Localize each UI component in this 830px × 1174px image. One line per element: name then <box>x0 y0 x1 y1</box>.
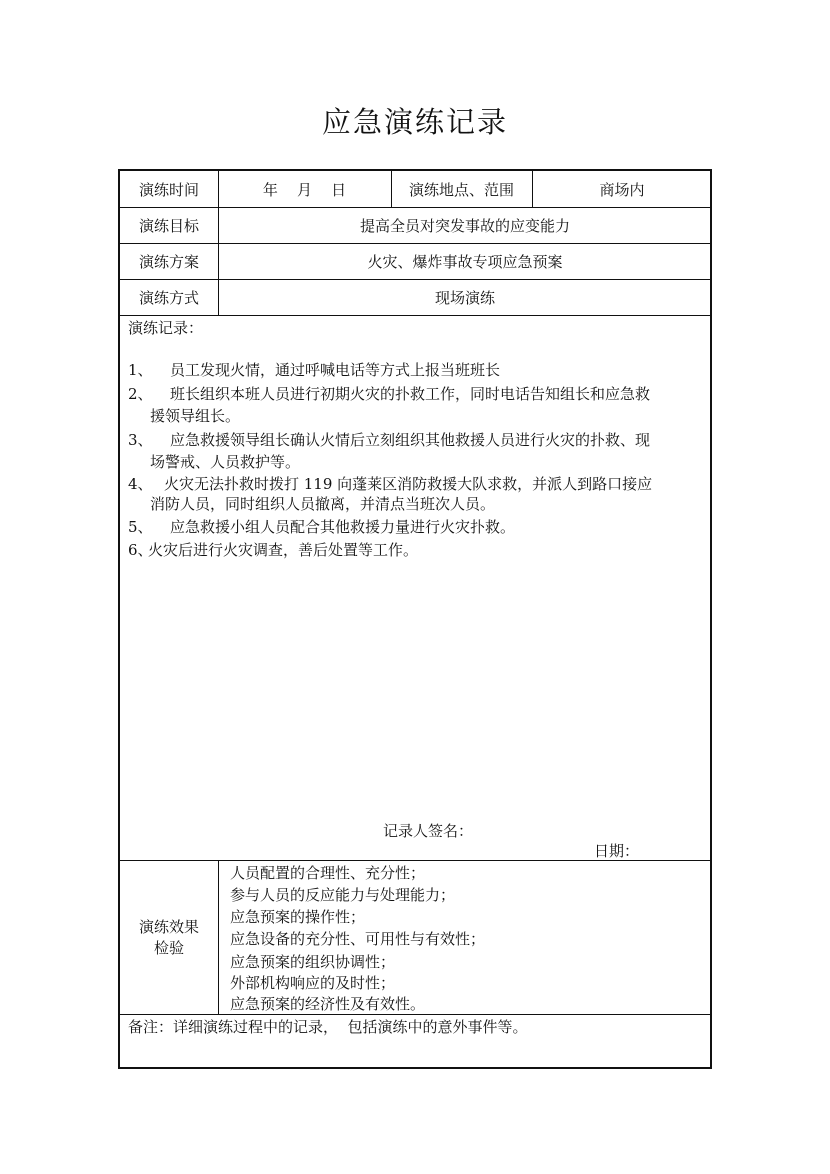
list-item: 4、 火灾无法扑救时拨打 119 向蓬莱区消防救援大队求救，并派人到路口接应 <box>128 475 653 493</box>
remark-text: 备注：详细演练过程中的记录， 包括演练中的意外事件等。 <box>128 1018 528 1036</box>
list-item: 6、火灾后进行火灾调查，善后处置等工作。 <box>128 541 419 559</box>
list-item: 应急预案的操作性； <box>230 908 366 926</box>
drill-method-label: 演练方式 <box>138 288 199 307</box>
drill-method-value: 现场演练 <box>434 288 495 307</box>
list-item: 3、 应急救援领导组长确认火情后立刻组织其他救援人员进行火灾的扑救、现 <box>128 431 651 449</box>
list-item: 1、 员工发现火情，通过呼喊电话等方式上报当班班长 <box>128 361 501 379</box>
list-item: 外部机构响应的及时性； <box>230 974 396 992</box>
list-item: 2、 班长组织本班人员进行初期火灾的扑救工作，同时电话告知组长和应急救 <box>128 385 651 403</box>
list-item: 5、 应急救援小组人员配合其他救援力量进行火灾扑救。 <box>128 518 516 536</box>
page-title: 应急演练记录 <box>321 105 508 139</box>
drill-goal-label: 演练目标 <box>138 216 199 235</box>
drill-plan-value: 火灾、爆炸事故专项应急预案 <box>367 252 563 271</box>
record-heading: 演练记录： <box>128 319 204 337</box>
list-item: 参与人员的反应能力与处理能力； <box>230 886 456 904</box>
column-divider <box>218 860 219 1014</box>
drill-record-form <box>118 169 712 1069</box>
list-item: 应急预案的组织协调性； <box>230 953 396 971</box>
date-label: 日期： <box>594 842 640 860</box>
row-divider <box>120 315 710 316</box>
drill-plan-label: 演练方案 <box>138 252 199 271</box>
row-divider <box>120 1014 710 1015</box>
drill-location-label: 演练地点、范围 <box>408 180 514 199</box>
list-item: 人员配置的合理性、充分性； <box>230 864 426 882</box>
list-item: 应急预案的经济性及有效性。 <box>230 995 426 1013</box>
drill-location-value: 商场内 <box>599 180 645 199</box>
list-item: 应急设备的充分性、可用性与有效性； <box>230 930 486 948</box>
list-item-continuation: 场警戒、人员救护等。 <box>150 453 301 471</box>
recorder-signature-label: 记录人签名： <box>383 822 474 840</box>
drill-goal-value: 提高全员对突发事故的应变能力 <box>359 216 570 235</box>
list-item-continuation: 援领导组长。 <box>150 407 241 425</box>
list-item-continuation: 消防人员，同时组织人员撤离，并清点当班次人员。 <box>150 495 496 513</box>
drill-time-label: 演练时间 <box>138 180 199 199</box>
drill-effect-label: 演练效果 检验 <box>138 918 199 957</box>
drill-time-value: 年 月 日 <box>262 180 347 199</box>
